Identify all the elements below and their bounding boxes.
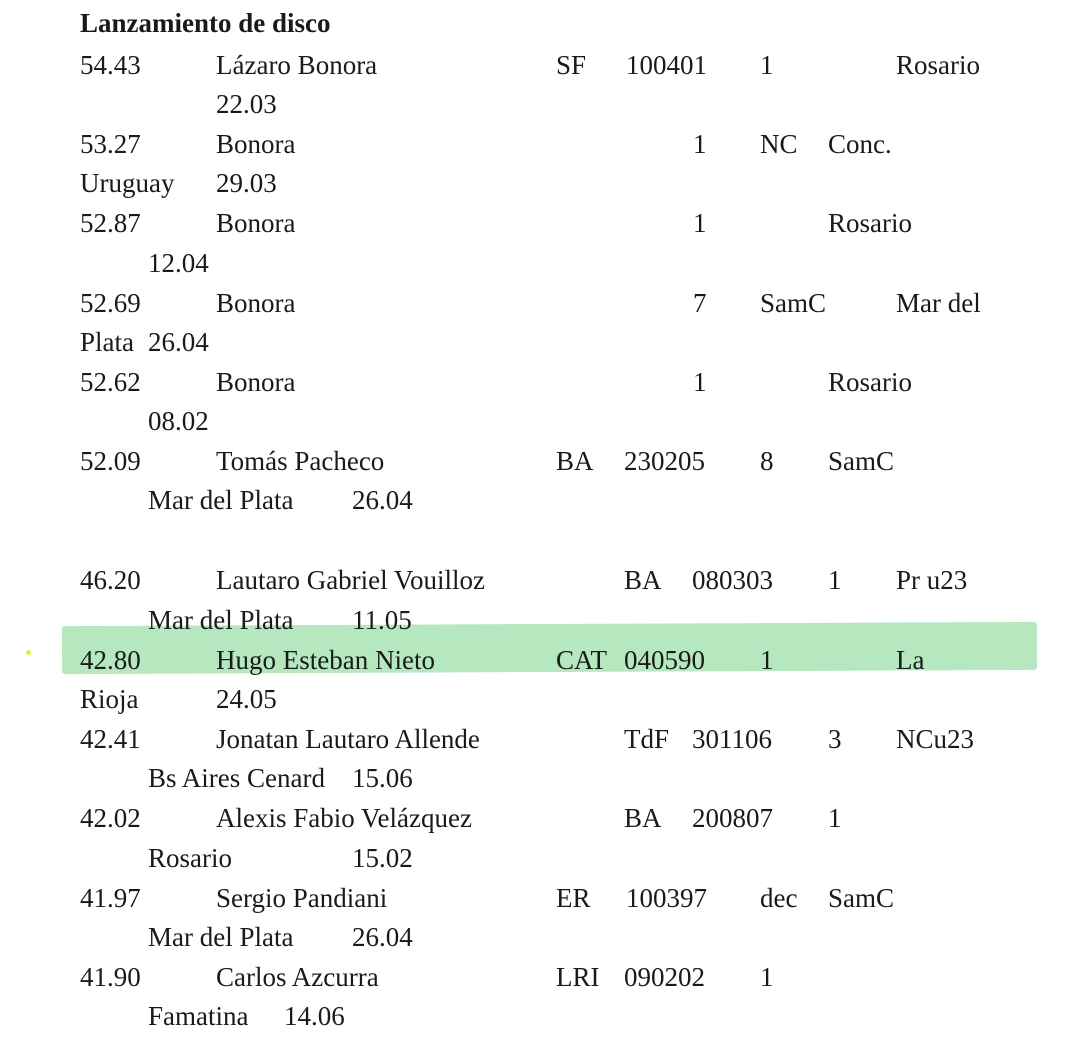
place: 7 [693,288,707,318]
birth-date: 200807 [692,803,773,833]
athlete-name: Lautaro Gabriel Vouilloz [216,565,485,595]
competition: Pr u23 [896,565,968,595]
mark: 42.02 [80,803,141,833]
date: 12.04 [148,248,209,278]
date: 26.04 [352,485,413,515]
mark: 52.69 [80,288,141,318]
province: TdF [624,724,670,754]
athlete-name: Alexis Fabio Velázquez [216,803,472,833]
city: Bs Aires Cenard [148,763,325,793]
province: ER [556,883,591,913]
city: Rosario [828,367,912,397]
birth-date: 100401 [626,50,707,80]
date: 22.03 [216,89,277,119]
city: Mar del [896,288,981,318]
birth-date: 040590 [624,645,705,675]
city-continued: Rioja [80,684,139,714]
date: 24.05 [216,684,277,714]
competition: NCu23 [896,724,975,754]
place: 1 [828,565,842,595]
city-continued: Uruguay [80,168,175,198]
mark: 46.20 [80,565,141,595]
province: CAT [556,645,608,675]
city: La [896,645,925,675]
birth-date: 230205 [624,446,705,476]
stray-mark [26,650,31,655]
province: SF [556,50,587,80]
birth-date: 080303 [692,565,773,595]
birth-date: 301106 [692,724,772,754]
competition: SamC [760,288,827,318]
athlete-name: Bonora [216,367,296,397]
mark: 41.90 [80,962,141,992]
birth-date: 100397 [626,883,707,913]
place: 1 [760,645,774,675]
mark: 41.97 [80,883,141,913]
athlete-name: Carlos Azcurra [216,962,379,992]
place: 1 [828,803,842,833]
city: Rosario [896,50,980,80]
date: 08.02 [148,406,209,436]
date: 26.04 [148,327,209,357]
city-continued: Plata [80,327,134,357]
date: 15.02 [352,843,413,873]
place: 1 [760,962,774,992]
city: Mar del Plata [148,922,294,952]
mark: 52.09 [80,446,141,476]
city: Rosario [828,208,912,238]
athlete-name: Tomás Pacheco [216,446,385,476]
mark: 52.62 [80,367,141,397]
city: Famatina [148,1001,249,1031]
mark: 52.87 [80,208,141,238]
athlete-name: Bonora [216,288,296,318]
place: dec [760,883,798,913]
mark: 54.43 [80,50,141,80]
province: BA [556,446,594,476]
city: Mar del Plata [148,605,294,635]
place: 1 [760,50,774,80]
date: 29.03 [216,168,277,198]
mark: 42.41 [80,724,141,754]
date: 26.04 [352,922,413,952]
athlete-name: Bonora [216,129,296,159]
mark: 42.80 [80,645,141,675]
province: BA [624,803,662,833]
city: Conc. [828,129,892,159]
date: 11.05 [352,605,412,635]
athlete-name: Jonatan Lautaro Allende [216,724,480,754]
section-title: Lanzamiento de disco [80,8,331,38]
athlete-name: Lázaro Bonora [216,50,378,80]
athlete-name: Bonora [216,208,296,238]
mark: 53.27 [80,129,141,159]
date: 15.06 [352,763,413,793]
athlete-name: Hugo Esteban Nieto [216,645,435,675]
competition: NC [760,129,798,159]
competition: SamC [828,883,895,913]
birth-date: 090202 [624,962,705,992]
competition: SamC [828,446,895,476]
place: 1 [693,367,707,397]
athlete-name: Sergio Pandiani [216,883,388,913]
place: 3 [828,724,842,754]
place: 1 [693,208,707,238]
place: 1 [693,129,707,159]
date: 14.06 [284,1001,345,1031]
province: BA [624,565,662,595]
province: LRI [556,962,600,992]
place: 8 [760,446,774,476]
city: Rosario [148,843,232,873]
city: Mar del Plata [148,485,294,515]
